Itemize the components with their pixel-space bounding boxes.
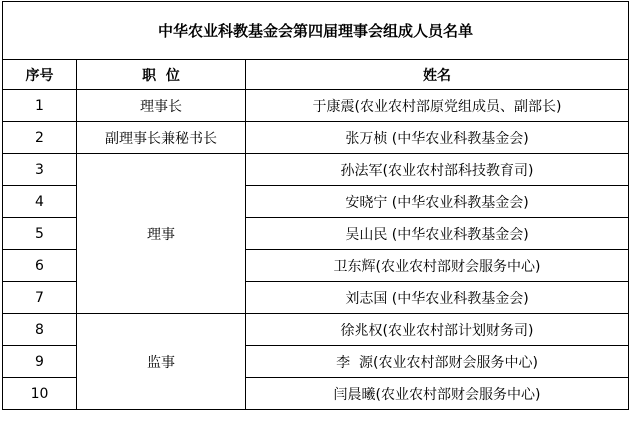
position-cell: 副理事长兼秘书长 [77,122,246,154]
column-header-index: 序号 [3,60,77,90]
member-name: 闫晨曦(农业农村部财会服务中心) [246,378,629,410]
position-cell: 理事 [77,154,246,314]
header-row [3,60,629,90]
row-index: 7 [3,282,77,314]
position-cell: 监事 [77,314,246,410]
member-name: 安晓宁 (中华农业科教基金会) [246,186,629,218]
row-index: 1 [3,90,77,122]
position-cell: 理事长 [77,90,246,122]
row-index: 9 [3,346,77,378]
member-name: 于康震(农业农村部原党组成员、副部长) [246,90,629,122]
row-index: 10 [3,378,77,410]
table-title: 中华农业科教基金会第四届理事会组成人员名单 [3,2,629,60]
row-index: 5 [3,218,77,250]
member-name: 卫东辉(农业农村部财会服务中心) [246,250,629,282]
row-index: 4 [3,186,77,218]
row-index: 2 [3,122,77,154]
row-index: 3 [3,154,77,186]
row-index: 6 [3,250,77,282]
member-name: 吴山民 (中华农业科教基金会) [246,218,629,250]
member-name: 孙法军(农业农村部科技教育司) [246,154,629,186]
table-row [3,314,629,346]
title-row [3,2,629,60]
table-row [3,154,629,186]
member-name: 李 源(农业农村部财会服务中心) [246,346,629,378]
row-index: 8 [3,314,77,346]
member-table-body [3,2,629,410]
table-row [3,90,629,122]
column-header-position: 职 位 [77,60,246,90]
table-row [3,122,629,154]
member-name: 刘志国 (中华农业科教基金会) [246,282,629,314]
column-header-name: 姓名 [246,60,629,90]
member-table [2,1,629,410]
member-name: 张万桢 (中华农业科教基金会) [246,122,629,154]
member-name: 徐兆权(农业农村部计划财务司) [246,314,629,346]
